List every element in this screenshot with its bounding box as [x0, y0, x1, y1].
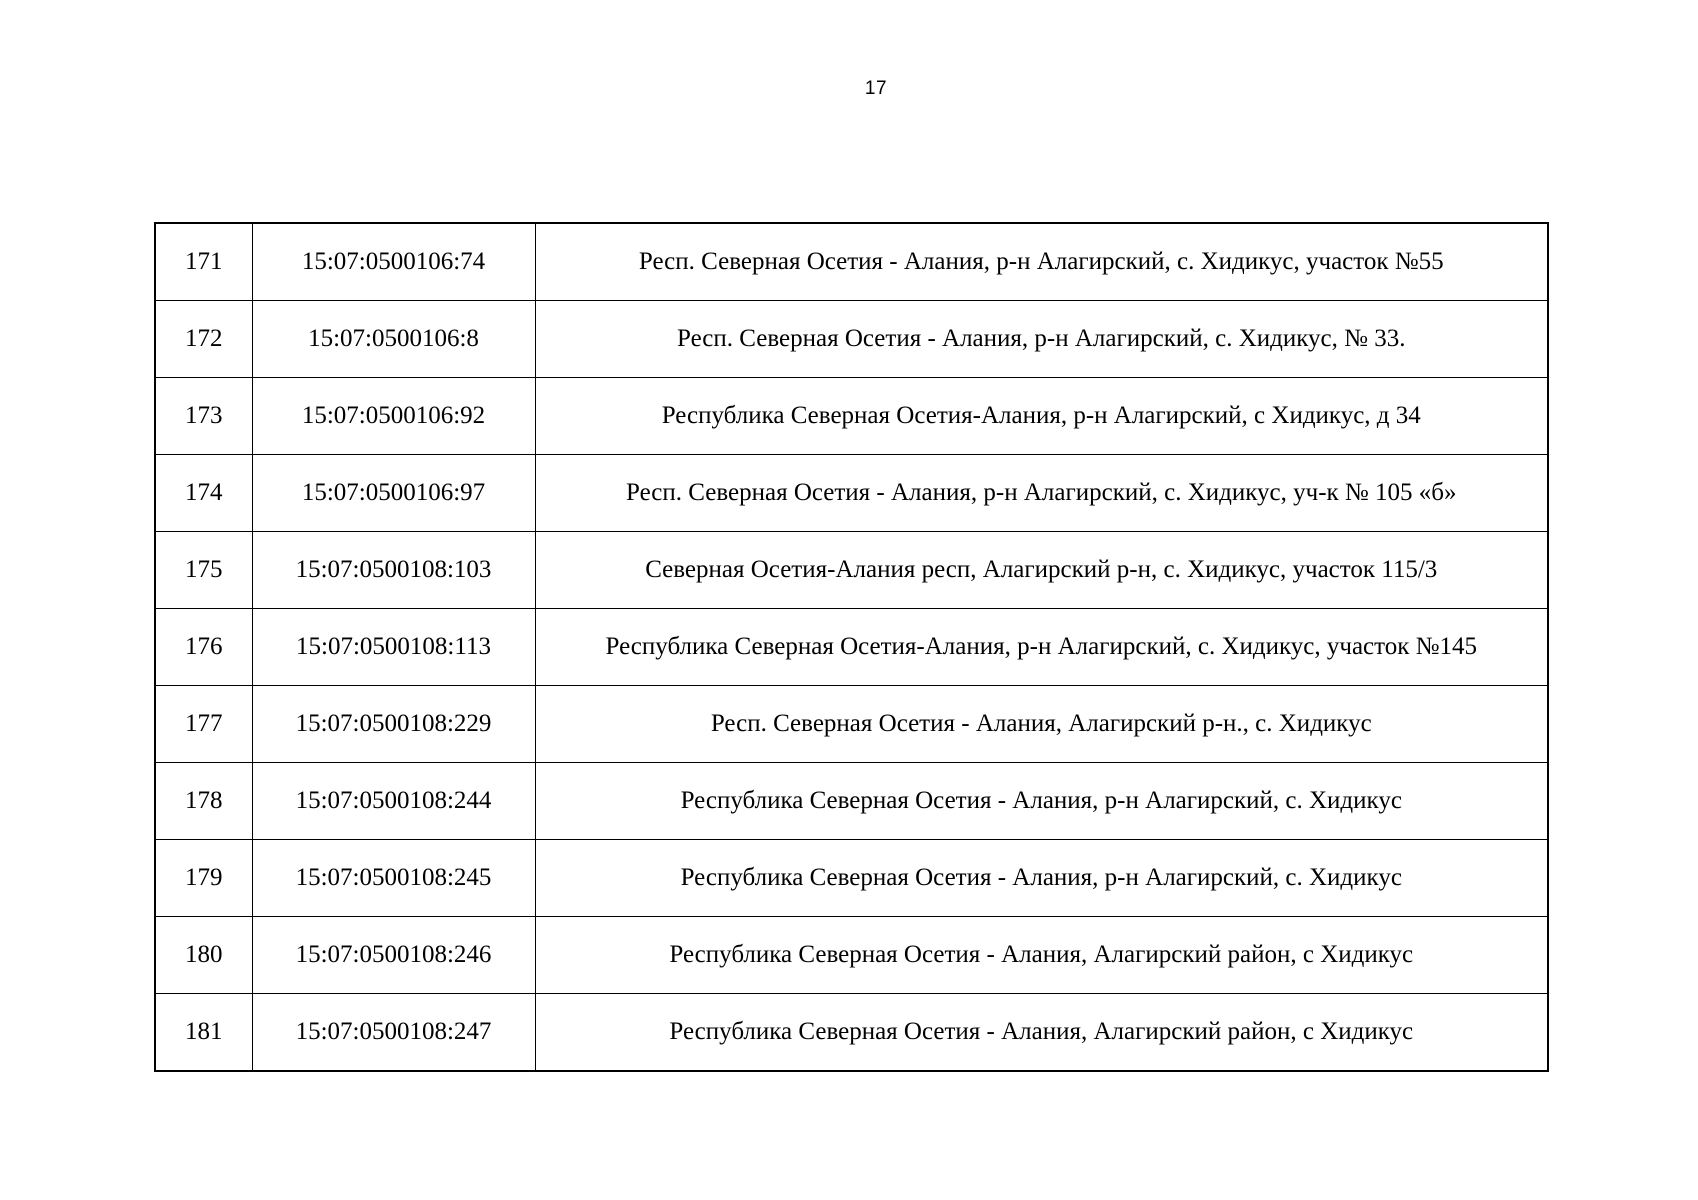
address-cell: Северная Осетия-Алания респ, Алагирский р-н, с. Хидикус, участок 115/3	[535, 532, 1548, 609]
cadastral-number-cell: 15:07:0500106:8	[252, 301, 535, 378]
table-row	[155, 994, 1548, 1072]
address-cell: Республика Северная Осетия-Алания, р-н Алагирский, с. Хидикус, участок №145	[535, 609, 1548, 686]
cadastral-number-cell: 15:07:0500106:74	[252, 223, 535, 301]
row-number-cell: 173	[155, 378, 252, 455]
address-cell: Республика Северная Осетия - Алания, р-н Алагирский, с. Хидикус	[535, 840, 1548, 917]
row-number-cell: 181	[155, 994, 252, 1072]
row-number-cell: 180	[155, 917, 252, 994]
cadastral-number-cell: 15:07:0500108:246	[252, 917, 535, 994]
table-row	[155, 532, 1548, 609]
table-row	[155, 455, 1548, 532]
row-number-cell: 179	[155, 840, 252, 917]
address-cell: Респ. Северная Осетия - Алания, р-н Алагирский, с. Хидикус, участок №55	[535, 223, 1548, 301]
row-number-cell: 176	[155, 609, 252, 686]
row-number-cell: 178	[155, 763, 252, 840]
table-row	[155, 609, 1548, 686]
address-cell: Республика Северная Осетия - Алания, р-н Алагирский, с. Хидикус	[535, 763, 1548, 840]
row-number-cell: 175	[155, 532, 252, 609]
cadastral-number-cell: 15:07:0500108:229	[252, 686, 535, 763]
table-row	[155, 763, 1548, 840]
parcels-table-body	[155, 223, 1548, 1071]
address-cell: Республика Северная Осетия - Алания, Алагирский район, с Хидикус	[535, 994, 1548, 1072]
row-number-cell: 172	[155, 301, 252, 378]
cadastral-number-cell: 15:07:0500108:113	[252, 609, 535, 686]
parcels-table	[154, 222, 1549, 1072]
page-number: 17	[864, 78, 888, 99]
cadastral-number-cell: 15:07:0500106:97	[252, 455, 535, 532]
address-cell: Республика Северная Осетия-Алания, р-н Алагирский, с Хидикус, д 34	[535, 378, 1548, 455]
address-cell: Республика Северная Осетия - Алания, Алагирский район, с Хидикус	[535, 917, 1548, 994]
table-row	[155, 840, 1548, 917]
table-row	[155, 686, 1548, 763]
address-cell: Респ. Северная Осетия - Алания, Алагирский р-н., с. Хидикус	[535, 686, 1548, 763]
cadastral-number-cell: 15:07:0500108:103	[252, 532, 535, 609]
address-cell: Респ. Северная Осетия - Алания, р-н Алагирский, с. Хидикус, уч-к № 105 «б»	[535, 455, 1548, 532]
cadastral-number-cell: 15:07:0500106:92	[252, 378, 535, 455]
table-row	[155, 223, 1548, 301]
table-row	[155, 301, 1548, 378]
row-number-cell: 177	[155, 686, 252, 763]
row-number-cell: 171	[155, 223, 252, 301]
table-row	[155, 378, 1548, 455]
address-cell: Респ. Северная Осетия - Алания, р-н Алагирский, с. Хидикус, № 33.	[535, 301, 1548, 378]
cadastral-number-cell: 15:07:0500108:247	[252, 994, 535, 1072]
row-number-cell: 174	[155, 455, 252, 532]
table-row	[155, 917, 1548, 994]
cadastral-number-cell: 15:07:0500108:245	[252, 840, 535, 917]
cadastral-number-cell: 15:07:0500108:244	[252, 763, 535, 840]
